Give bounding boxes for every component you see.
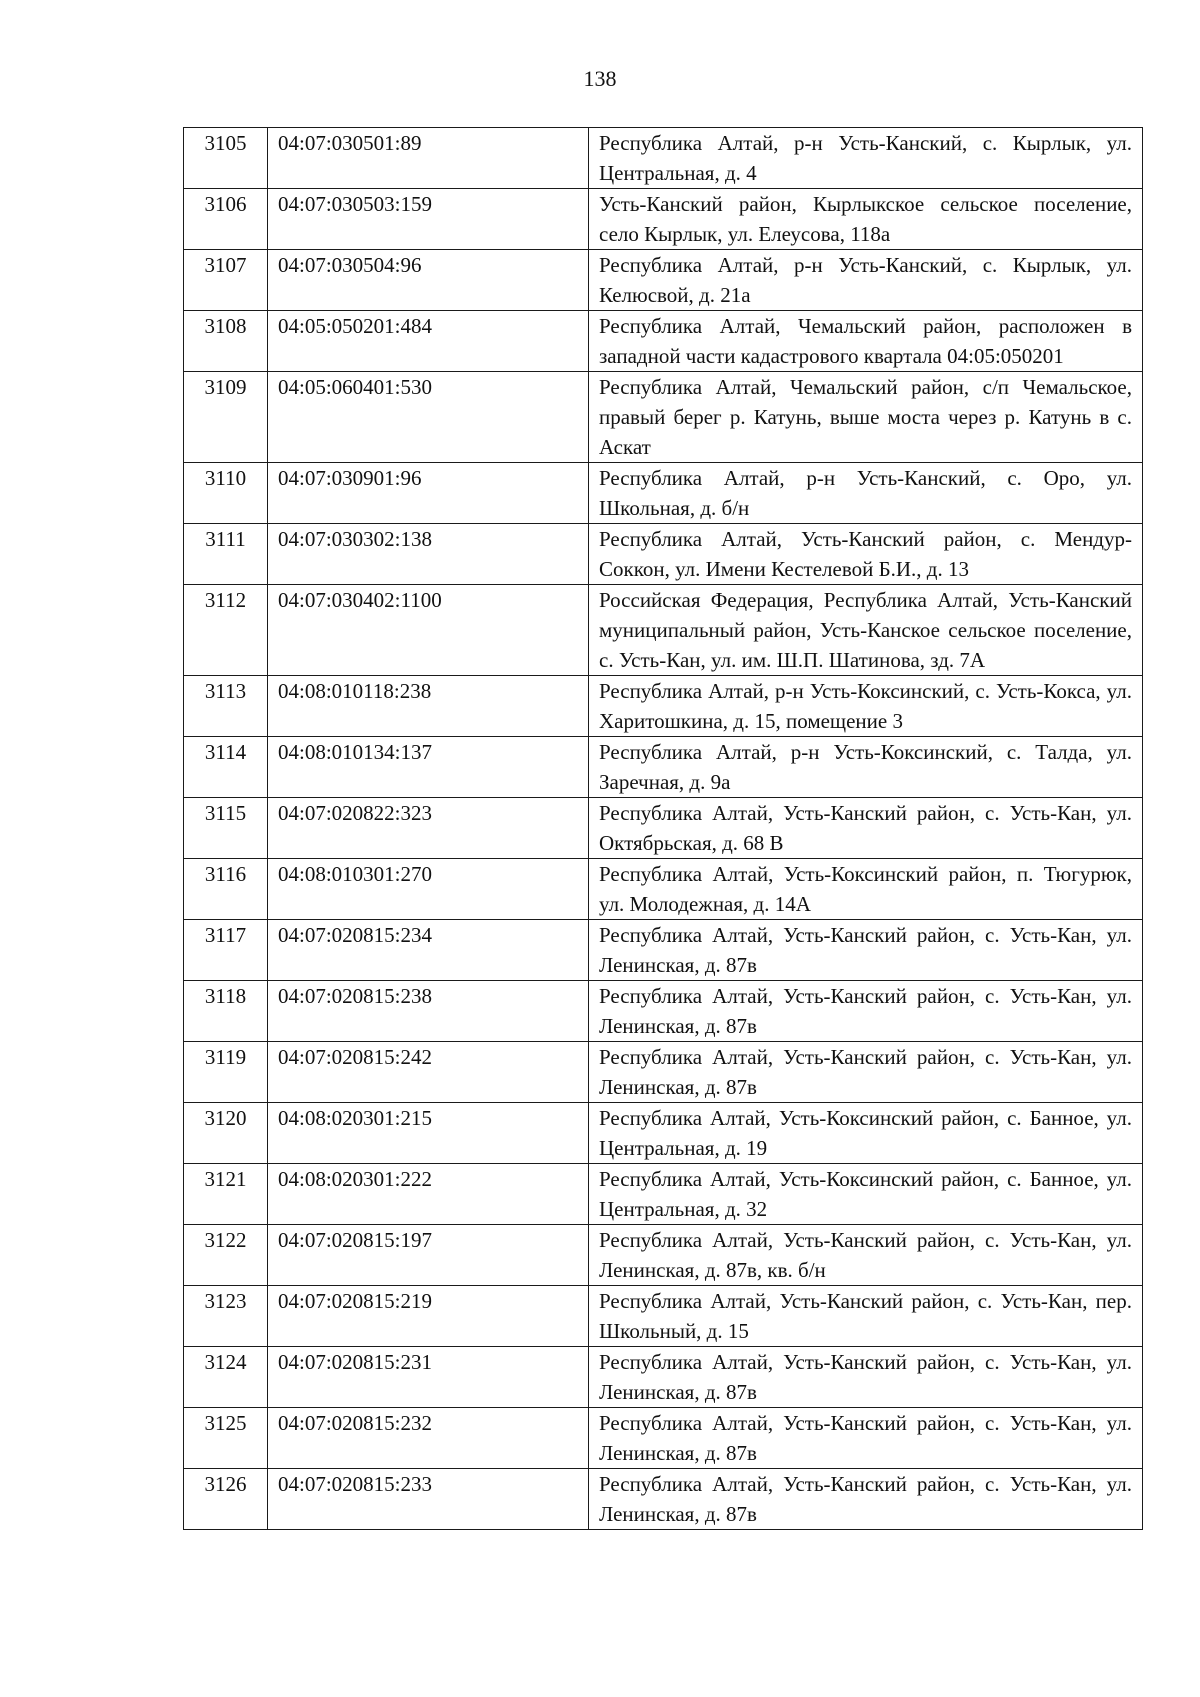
table-row (184, 463, 1143, 524)
row-number-cell: 3111 (184, 524, 268, 585)
address-cell: Республика Алтай, Чемальский район, с/п Чемальское, правый берег р. Катунь, выше моста через р. Катунь в с. Аскат (589, 372, 1143, 463)
table-row (184, 1164, 1143, 1225)
table-row (184, 585, 1143, 676)
cadastral-number-cell: 04:07:020815:242 (268, 1042, 589, 1103)
cadastral-number-cell: 04:07:020815:197 (268, 1225, 589, 1286)
row-number-cell: 3122 (184, 1225, 268, 1286)
registry-table (183, 127, 1143, 1530)
cadastral-number-cell: 04:05:050201:484 (268, 311, 589, 372)
address-cell: Республика Алтай, Усть-Канский район, с. Усть-Кан, ул. Ленинская, д. 87в (589, 1347, 1143, 1408)
table-row (184, 737, 1143, 798)
address-cell: Республика Алтай, Усть-Канский район, с. Усть-Кан, ул. Октябрьская, д. 68 В (589, 798, 1143, 859)
table-row (184, 1347, 1143, 1408)
table-row (184, 859, 1143, 920)
address-cell: Республика Алтай, Усть-Коксинский район, с. Банное, ул. Центральная, д. 19 (589, 1103, 1143, 1164)
row-number-cell: 3117 (184, 920, 268, 981)
cadastral-number-cell: 04:05:060401:530 (268, 372, 589, 463)
row-number-cell: 3114 (184, 737, 268, 798)
cadastral-number-cell: 04:07:030901:96 (268, 463, 589, 524)
address-cell: Республика Алтай, р-н Усть-Канский, с. Кырлык, ул. Центральная, д. 4 (589, 128, 1143, 189)
row-number-cell: 3123 (184, 1286, 268, 1347)
table-row (184, 128, 1143, 189)
row-number-cell: 3108 (184, 311, 268, 372)
address-cell: Республика Алтай, Усть-Коксинский район, п. Тюгурюк, ул. Молодежная, д. 14А (589, 859, 1143, 920)
cadastral-number-cell: 04:08:020301:215 (268, 1103, 589, 1164)
table-row (184, 1103, 1143, 1164)
cadastral-number-cell: 04:07:020815:234 (268, 920, 589, 981)
cadastral-number-cell: 04:08:010301:270 (268, 859, 589, 920)
table-row (184, 798, 1143, 859)
row-number-cell: 3119 (184, 1042, 268, 1103)
cadastral-number-cell: 04:07:020815:231 (268, 1347, 589, 1408)
row-number-cell: 3125 (184, 1408, 268, 1469)
cadastral-number-cell: 04:07:030501:89 (268, 128, 589, 189)
cadastral-number-cell: 04:07:030503:159 (268, 189, 589, 250)
table-row (184, 1225, 1143, 1286)
address-cell: Республика Алтай, Усть-Канский район, с. Усть-Кан, ул. Ленинская, д. 87в (589, 1042, 1143, 1103)
address-cell: Республика Алтай, Усть-Канский район, с. Усть-Кан, пер. Школьный, д. 15 (589, 1286, 1143, 1347)
cadastral-number-cell: 04:07:030402:1100 (268, 585, 589, 676)
table-row (184, 311, 1143, 372)
cadastral-number-cell: 04:07:020815:233 (268, 1469, 589, 1530)
table-row (184, 1042, 1143, 1103)
row-number-cell: 3126 (184, 1469, 268, 1530)
address-cell: Республика Алтай, р-н Усть-Канский, с. Кырлык, ул. Келюсвой, д. 21а (589, 250, 1143, 311)
address-cell: Усть-Канский район, Кырлыкское сельское поселение, село Кырлык, ул. Елеусова, 118а (589, 189, 1143, 250)
page-number: 138 (583, 66, 617, 91)
address-cell: Республика Алтай, Усть-Канский район, с. Усть-Кан, ул. Ленинская, д. 87в (589, 1408, 1143, 1469)
address-cell: Республика Алтай, р-н Усть-Канский, с. Оро, ул. Школьная, д. б/н (589, 463, 1143, 524)
cadastral-number-cell: 04:07:020815:219 (268, 1286, 589, 1347)
row-number-cell: 3105 (184, 128, 268, 189)
row-number-cell: 3116 (184, 859, 268, 920)
address-cell: Республика Алтай, Усть-Канский район, с. Усть-Кан, ул. Ленинская, д. 87в (589, 981, 1143, 1042)
address-cell: Республика Алтай, Усть-Канский район, с. Усть-Кан, ул. Ленинская, д. 87в (589, 920, 1143, 981)
address-cell: Республика Алтай, р-н Усть-Коксинский, с. Талда, ул. Заречная, д. 9а (589, 737, 1143, 798)
table-row (184, 372, 1143, 463)
row-number-cell: 3113 (184, 676, 268, 737)
cadastral-number-cell: 04:07:020815:232 (268, 1408, 589, 1469)
address-cell: Республика Алтай, Усть-Канский район, с. Усть-Кан, ул. Ленинская, д. 87в (589, 1469, 1143, 1530)
table-row (184, 981, 1143, 1042)
cadastral-number-cell: 04:08:010118:238 (268, 676, 589, 737)
address-cell: Республика Алтай, Усть-Коксинский район, с. Банное, ул. Центральная, д. 32 (589, 1164, 1143, 1225)
table-row (184, 250, 1143, 311)
row-number-cell: 3112 (184, 585, 268, 676)
row-number-cell: 3110 (184, 463, 268, 524)
table-row (184, 676, 1143, 737)
table-row (184, 1469, 1143, 1530)
row-number-cell: 3106 (184, 189, 268, 250)
address-cell: Российская Федерация, Республика Алтай, Усть-Канский муниципальный район, Усть-Канское сельское поселение, с. Усть-Кан, ул. им. Ш.П. Шатинова, зд. 7А (589, 585, 1143, 676)
row-number-cell: 3115 (184, 798, 268, 859)
address-cell: Республика Алтай, р-н Усть-Коксинский, с. Усть-Кокса, ул. Харитошкина, д. 15, помещение 3 (589, 676, 1143, 737)
address-cell: Республика Алтай, Усть-Канский район, с. Усть-Кан, ул. Ленинская, д. 87в, кв. б/н (589, 1225, 1143, 1286)
cadastral-number-cell: 04:07:030302:138 (268, 524, 589, 585)
table-row (184, 1408, 1143, 1469)
cadastral-number-cell: 04:07:030504:96 (268, 250, 589, 311)
cadastral-number-cell: 04:07:020822:323 (268, 798, 589, 859)
cadastral-number-cell: 04:07:020815:238 (268, 981, 589, 1042)
row-number-cell: 3107 (184, 250, 268, 311)
address-cell: Республика Алтай, Усть-Канский район, с. Мендур-Соккон, ул. Имени Кестелевой Б.И., д. 13 (589, 524, 1143, 585)
table-row (184, 920, 1143, 981)
registry-table-body (184, 128, 1143, 1530)
table-row (184, 189, 1143, 250)
table-row (184, 524, 1143, 585)
row-number-cell: 3109 (184, 372, 268, 463)
address-cell: Республика Алтай, Чемальский район, расположен в западной части кадастрового квартала 04:05:050201 (589, 311, 1143, 372)
row-number-cell: 3118 (184, 981, 268, 1042)
row-number-cell: 3124 (184, 1347, 268, 1408)
row-number-cell: 3121 (184, 1164, 268, 1225)
cadastral-number-cell: 04:08:020301:222 (268, 1164, 589, 1225)
cadastral-number-cell: 04:08:010134:137 (268, 737, 589, 798)
table-row (184, 1286, 1143, 1347)
row-number-cell: 3120 (184, 1103, 268, 1164)
